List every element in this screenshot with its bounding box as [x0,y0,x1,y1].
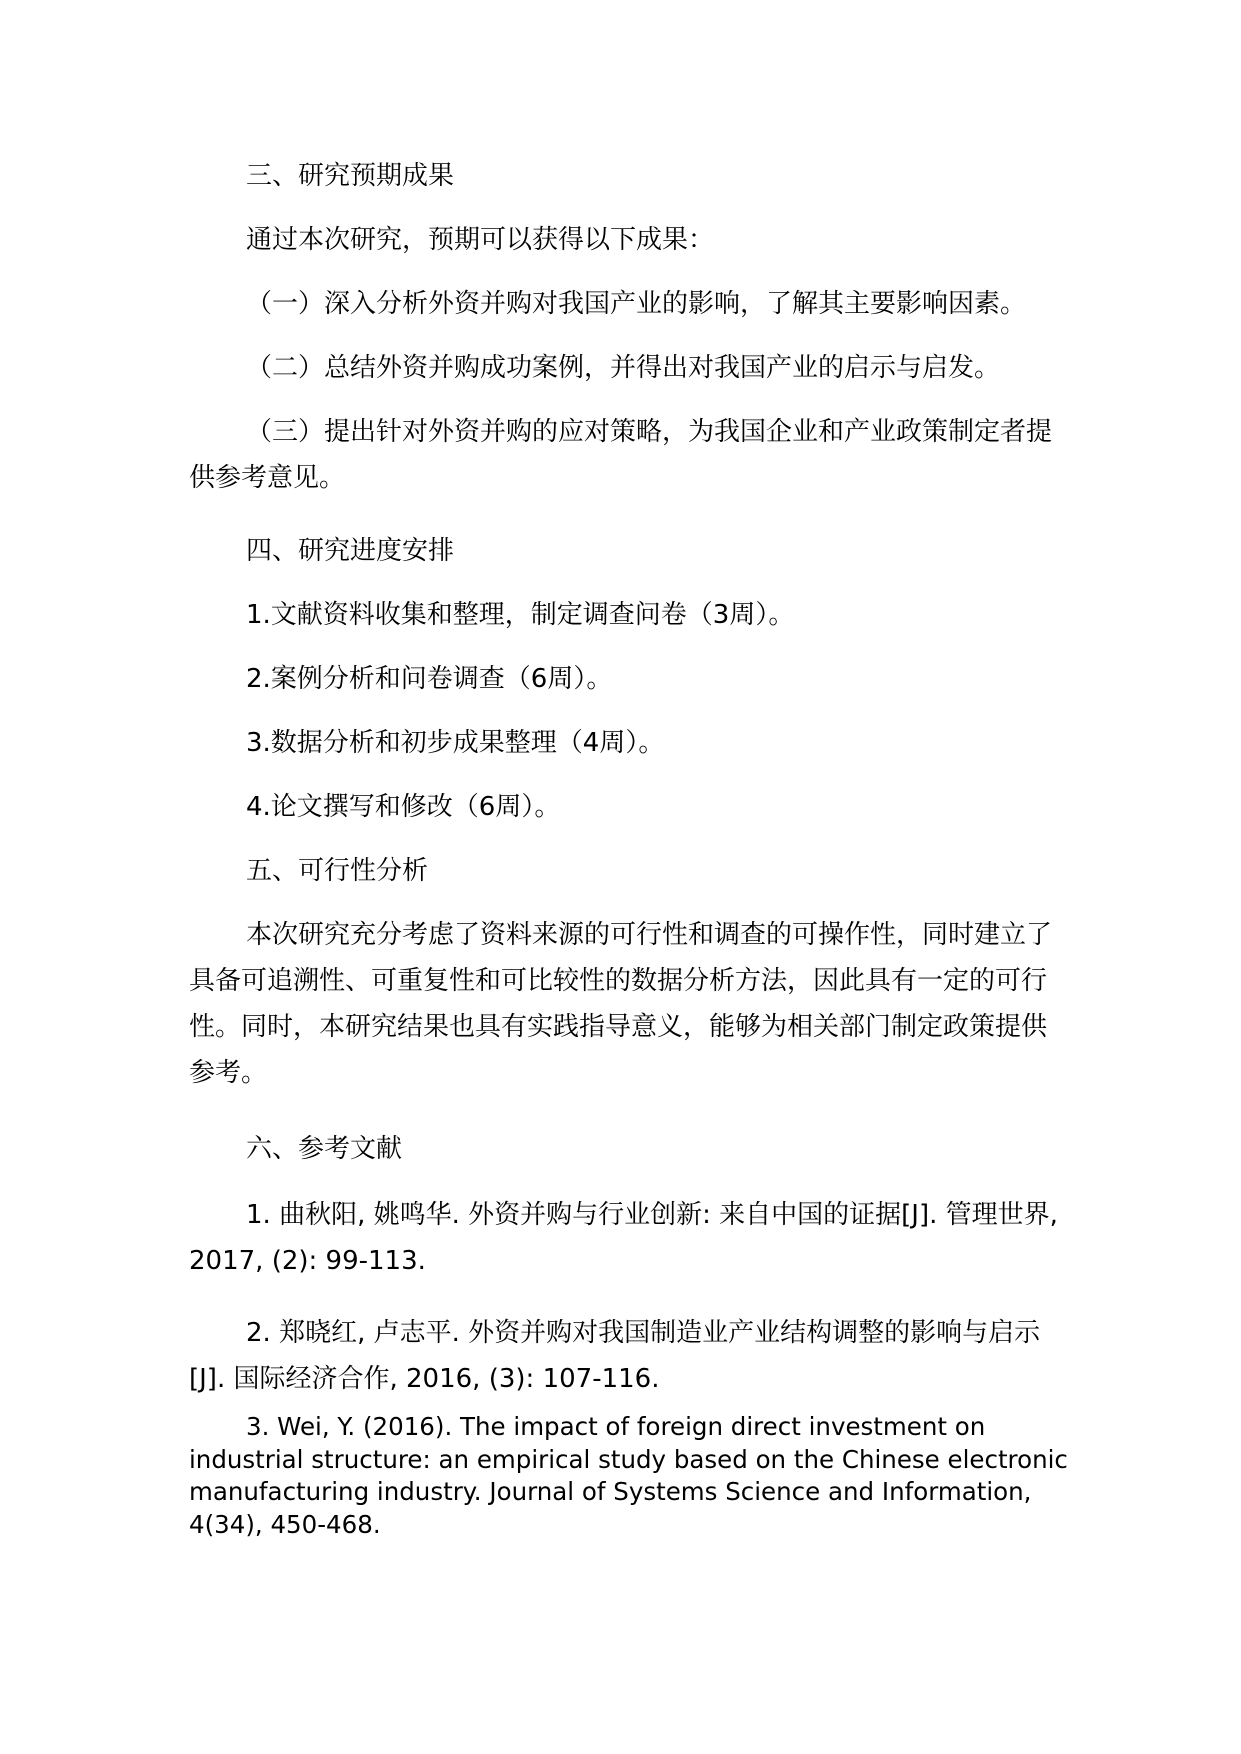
feasibility-paragraph: 本次研究充分考虑了资料来源的可行性和调查的可操作性，同时建立了具备可追溯性、可重复性和可比较性的数据分析方法，因此具有一定的可行性。同时，本研究结果也具有实践指导意义，能够为相关部门制定政策提供参考。 [189,920,1053,1088]
reference-item: 2. 郑晓红, 卢志平. 外资并购对我国制造业产业结构调整的影响与启示[J]. 国际经济合作, 2016, (3): 107-116. [189,1318,1041,1394]
section-heading-expected-results: 三、研究预期成果 [246,161,455,191]
section-heading-schedule: 四、研究进度安排 [246,536,455,566]
section-heading-references: 六、参考文献 [246,1134,403,1164]
expected-result-item: （二）总结外资并购成功案例，并得出对我国产业的启示与启发。 [246,353,1001,383]
expected-results-intro: 通过本次研究，预期可以获得以下成果： [246,225,715,255]
schedule-item: 4.论文撰写和修改（6周）。 [246,792,561,822]
reference-item: 3. Wei, Y. (2016). The impact of foreign direct investment on industrial structure: an empirical study based on the Chinese electronic manufacturing industry. Journal of Systems Science and Information, 4(34), 450-468. [189,1412,1068,1539]
section-heading-feasibility: 五、可行性分析 [246,856,429,886]
schedule-item: 2.案例分析和问卷调查（6周）。 [246,664,613,694]
schedule-item: 1.文献资料收集和整理，制定调查问卷（3周）。 [246,600,795,630]
expected-result-item: （一）深入分析外资并购对我国产业的影响，了解其主要影响因素。 [246,289,1027,319]
expected-result-item: （三）提出针对外资并购的应对策略，为我国企业和产业政策制定者提供参考意见。 [189,417,1053,493]
schedule-item: 3.数据分析和初步成果整理（4周）。 [246,728,665,758]
reference-item: 1. 曲秋阳, 姚鸣华. 外资并购与行业创新: 来自中国的证据[J]. 管理世界, 2017, (2): 99-113. [189,1200,1058,1276]
